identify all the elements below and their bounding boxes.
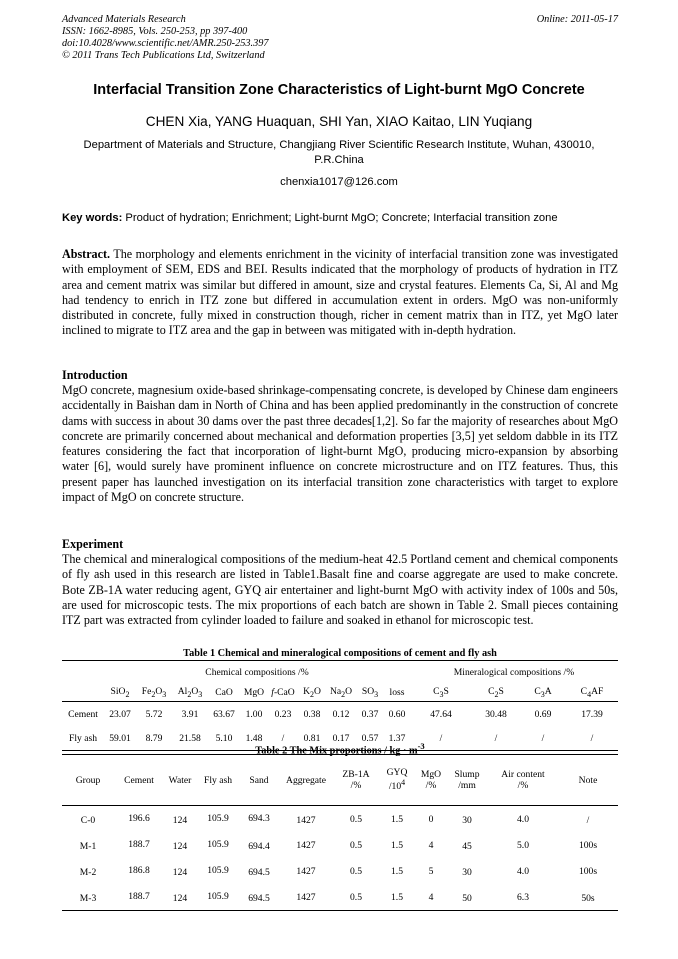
- table-cell: /: [590, 732, 594, 744]
- t1-col-c3a: $C_3A$: [520, 683, 566, 702]
- author-list: CHEN Xia, YANG Huaquan, SHI Yan, XIAO Kaitao, LIN Yuqiang: [145, 114, 533, 129]
- t2-group-cell: C-0: [80, 814, 96, 826]
- t1-col-cao: CaO: [208, 683, 240, 702]
- table-cell: 1.48: [245, 732, 263, 744]
- table-cell: 1.5: [391, 839, 403, 851]
- t1-group-mineralogical: Mineralogical compositions /%: [453, 666, 575, 678]
- table-cell: 0.57: [361, 732, 379, 744]
- t1-col-fcao: f-CaO: [268, 683, 298, 702]
- table2-caption: Table 2 The Mix proportions / kg · $m^{-3}$: [255, 741, 425, 757]
- table-cell: 1427: [296, 891, 316, 903]
- doi: doi:10.4028/www.scientific.net/AMR.250-253.397: [62, 38, 269, 49]
- experiment-heading: Experiment: [62, 537, 124, 551]
- t2-group-cell: M-2: [79, 866, 97, 878]
- table-cell: 100s: [578, 865, 598, 877]
- t1-col-c4af: $C_4AF$: [566, 683, 618, 702]
- table-cell: 0.17: [332, 732, 350, 744]
- table-cell: 5.72: [145, 708, 163, 720]
- table-cell: 4.0: [517, 813, 529, 825]
- table-cell: 0.69: [534, 708, 552, 720]
- table-cell: /: [541, 732, 545, 744]
- table-cell: 30: [462, 866, 472, 878]
- table-cell: 50s: [581, 892, 595, 904]
- t1-col-so3: $SO_3$: [356, 683, 384, 702]
- table-cell: 0.5: [350, 865, 362, 877]
- keywords-label: Key words:: [62, 212, 123, 224]
- table-cell: 0: [428, 813, 434, 825]
- table-cell: 63.67: [213, 708, 235, 720]
- table-cell: 694.4: [248, 840, 270, 852]
- abstract-label: Abstract.: [62, 247, 111, 261]
- table-cell: 0.81: [303, 732, 321, 744]
- table-cell: 1.5: [391, 813, 403, 825]
- table-cell: 105.9: [207, 812, 229, 824]
- table-cell: 0.5: [350, 891, 362, 903]
- table-cell: 0.60: [388, 708, 406, 720]
- t1-col-loss: loss: [384, 683, 410, 702]
- table-cell: 0.38: [303, 708, 321, 720]
- table-cell: 47.64: [430, 708, 452, 720]
- t1-col-c3s: $C_3S$: [410, 683, 472, 702]
- table-cell: 1.5: [391, 865, 403, 877]
- table-cell: 1.00: [245, 708, 263, 720]
- table-cell: 8.79: [145, 732, 163, 744]
- table-cell: 4.0: [517, 865, 529, 877]
- t2-col-group: Group: [62, 755, 114, 806]
- t2-col-slump: Slump /mm: [446, 755, 488, 806]
- journal-header: [62, 14, 618, 62]
- t1-col-na2o: $Na_2O$: [326, 683, 356, 702]
- table-cell: 124: [172, 840, 188, 852]
- author-email: chenxia1017@126.com: [280, 176, 398, 188]
- t2-header-row: [62, 755, 618, 806]
- table-cell: /: [281, 732, 285, 744]
- table-cell: 694.5: [248, 866, 270, 878]
- t2-col-cement: Cement: [114, 755, 164, 806]
- t1-col-k2o: $K_2O$: [298, 683, 326, 702]
- table-cell: 1.37: [388, 732, 406, 744]
- copyright: © 2011 Trans Tech Publications Ltd, Switzerland: [62, 50, 265, 61]
- introduction-heading: Introduction: [62, 368, 128, 382]
- journal-name: Advanced Materials Research: [62, 14, 186, 25]
- table-cell: 0.23: [274, 708, 292, 720]
- table-cell: 4: [428, 839, 434, 851]
- paper-title: Interfacial Transition Zone Characteristics of Light-burnt MgO Concrete: [93, 82, 585, 98]
- table-cell: 0.5: [350, 839, 362, 851]
- t2-group-cell: M-1: [79, 840, 97, 852]
- table-cell: 45: [462, 840, 472, 852]
- table-cell: 30: [462, 814, 472, 826]
- table-cell: 1427: [296, 839, 316, 851]
- t1-row-label: Fly ash: [69, 732, 97, 744]
- table-cell: 196.6: [128, 812, 150, 824]
- table-cell: 186.8: [128, 864, 150, 876]
- table-cell: 124: [172, 892, 188, 904]
- t1-header-row: [62, 683, 618, 702]
- t1-row-label: Cement: [68, 708, 98, 720]
- table-cell: 21.58: [179, 732, 201, 744]
- table-cell: 59.01: [109, 732, 131, 744]
- table-cell: 105.9: [207, 864, 229, 876]
- table-cell: 105.9: [207, 838, 229, 850]
- table-cell: 0.12: [332, 708, 350, 720]
- table-cell: 694.5: [248, 892, 270, 904]
- table-cell: 5.0: [517, 839, 529, 851]
- table-cell: 124: [172, 866, 188, 878]
- affiliation: Department of Materials and Structure, Changjiang River Scientific Research Institute, Wuhan, 430010, P.R.China: [83, 139, 595, 166]
- table-cell: 1427: [296, 814, 316, 826]
- online-date: Online: 2011-05-17: [536, 14, 618, 25]
- introduction-text: MgO concrete, magnesium oxide-based shrinkage-compensating concrete, is developed by Chinese dam engineers accidentally in Baishan dam in North of China and has been applied predominantly in the construction of concrete dams with success in about 30 dams over the past three decades[1,2]. So far the majority of researches about MgO concrete are primarily concerned about mechanical and deformation properties [3,5] yet seldom dabble in its ITZ features considering the fact that incorporation of light-burnt MgO, producing micro-expansion by absorbing water [6], would surely have prominent influence on concrete microstructure and on ITZ features. Thus, this present paper has launched investigation on its interfacial transition zone characteristics with target to explore impact of MgO on concrete structure.: [62, 383, 618, 505]
- table2: [62, 754, 618, 911]
- experiment-text: The chemical and mineralogical compositions of the medium-heat 42.5 Portland cement and chemical components of fly ash used in this research are listed in Table1.Basalt fine and coarse aggregate are used to make concrete. Bote ZB-1A water reducing agent, GYQ air entertainer and light-burnt MgO with activity index of 100s and 50s, are used for microscopic tests. The mix proportions of each batch are shown in Table 2. Small pieces containing ITZ part was extracted from cylinder loaded to failure and soaked in ethanol for microscopic test.: [62, 552, 618, 628]
- table-row: [62, 884, 618, 911]
- t2-col-sand: Sand: [240, 755, 278, 806]
- t1-col-al2o3: $Al_2O_3$: [172, 683, 208, 702]
- table-cell: 4: [428, 891, 434, 903]
- t2-group-cell: M-3: [79, 892, 97, 904]
- t2-col-water: Water: [164, 755, 196, 806]
- t1-group-chemical: Chemical compositions /%: [205, 666, 309, 678]
- keywords-text: Product of hydration; Enrichment; Light-burnt MgO; Concrete; Interfacial transition zone: [122, 212, 558, 224]
- t2-col-zb1a: ZB-1A /%: [334, 755, 378, 806]
- abstract: [62, 247, 618, 339]
- table-row: [62, 832, 618, 858]
- table-cell: 3.91: [181, 708, 199, 720]
- table-row: [62, 858, 618, 884]
- table-cell: 5: [428, 865, 434, 877]
- table-cell: 30.48: [485, 708, 507, 720]
- table-cell: 50: [462, 892, 472, 904]
- t1-col-mgo: MgO: [240, 683, 268, 702]
- table-cell: 124: [172, 814, 188, 826]
- abstract-text: The morphology and elements enrichment in the vicinity of interfacial transition zone was investigated with employment of SEM, EDS and BEI. Results indicated that the morphology of products of hydration in ITZ area and cement matrix was similar but differed in amount, size and crystal features. Elements Ca, Si, Al and Mg had tendency to enrich in ITZ zone but differed in accumulation extent in orders. MgO was non-uniformly distributed in concrete, fully mixed in construction though, richer in cement matrix than in ITZ, yet MgO later inclined to migrate to ITZ area and the gap in between was mitigated with in-depth hydration.: [62, 247, 618, 338]
- table-cell: 0.5: [350, 813, 362, 825]
- table1: [62, 660, 618, 751]
- table-cell: 188.7: [128, 890, 150, 902]
- table-cell: 23.07: [109, 708, 131, 720]
- table-row: [62, 702, 618, 727]
- t2-col-aggregate: Aggregate: [278, 755, 334, 806]
- table-cell: 0.37: [361, 708, 379, 720]
- table-cell: /: [586, 814, 590, 826]
- table-cell: 694.3: [248, 812, 270, 824]
- t2-col-note: Note: [558, 755, 618, 806]
- table-cell: /: [494, 732, 498, 744]
- table-cell: 1.5: [391, 891, 403, 903]
- table-cell: 6.3: [517, 891, 529, 903]
- t2-col-gyq: GYQ $/10^4$: [378, 755, 416, 806]
- table-cell: 105.9: [207, 890, 229, 902]
- t1-col-sio2: SiO$_2$: [104, 683, 136, 702]
- table-cell: /: [439, 732, 443, 744]
- t1-col-fe2o3: $Fe_2O_3$: [136, 683, 172, 702]
- keywords: [62, 211, 618, 225]
- table-cell: 100s: [578, 839, 598, 851]
- t2-col-mgo: MgO /%: [416, 755, 446, 806]
- table-cell: 188.7: [128, 838, 150, 850]
- issn: ISSN: 1662-8985, Vols. 250-253, pp 397-400: [62, 26, 248, 37]
- table-row: [62, 806, 618, 833]
- table1-caption: Table 1 Chemical and mineralogical compositions of cement and fly ash: [183, 648, 497, 659]
- table-cell: 17.39: [581, 708, 603, 720]
- t2-col-flyash: Fly ash: [196, 755, 240, 806]
- table-cell: 1427: [296, 865, 316, 877]
- table-cell: 5.10: [215, 732, 233, 744]
- t1-col-c2s: $C_2S$: [472, 683, 520, 702]
- t2-col-air: Air content /%: [488, 755, 558, 806]
